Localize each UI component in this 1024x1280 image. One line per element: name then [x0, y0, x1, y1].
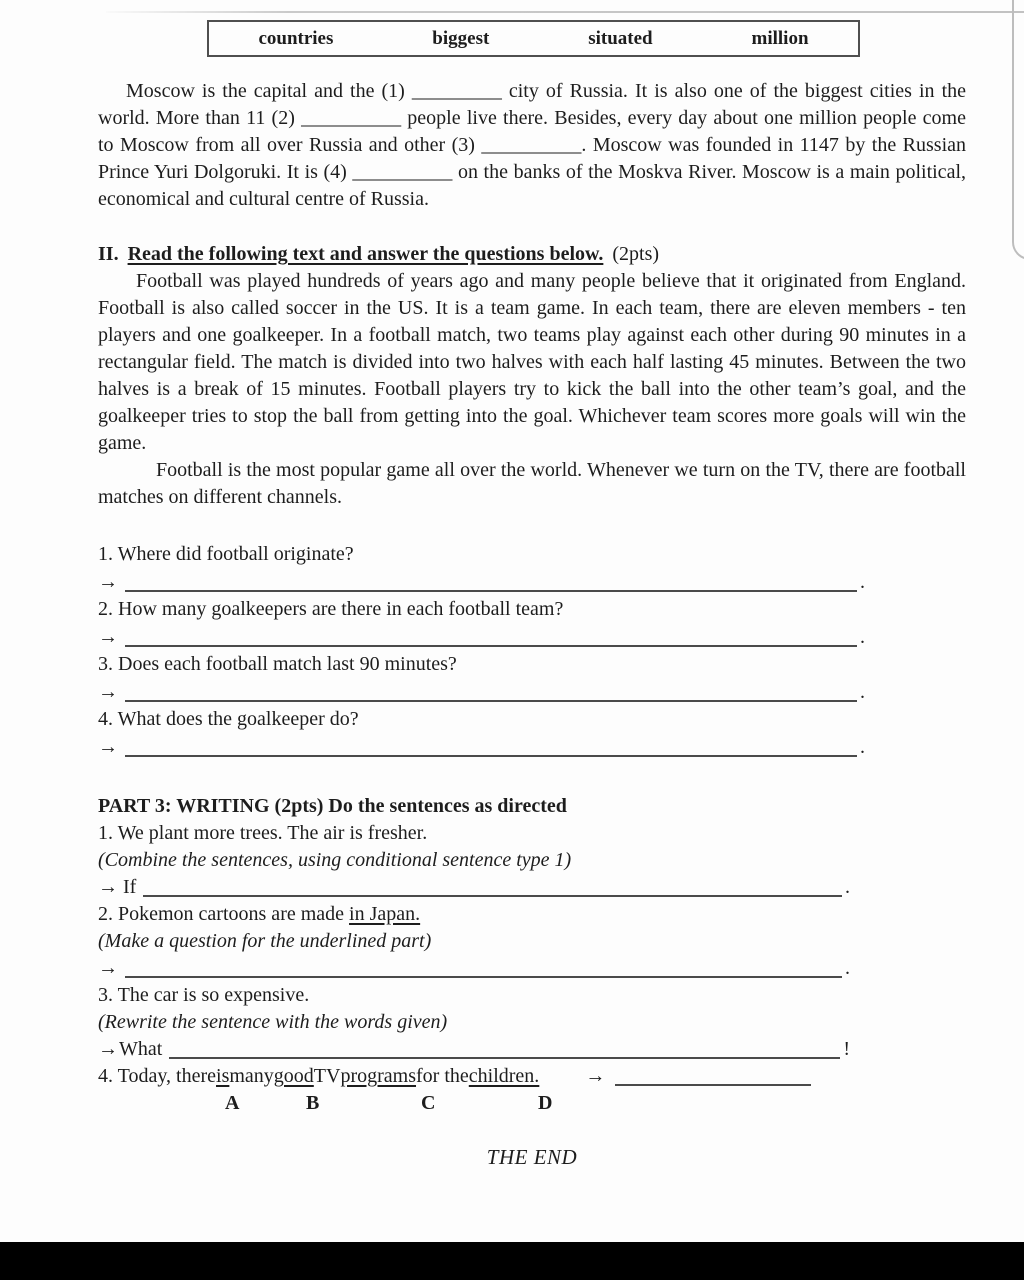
reading-question-1: 1. Where did football originate? [98, 543, 354, 565]
page-edge-overlay [1012, 0, 1024, 260]
writing-item-4-underlined-d: children. [468, 1065, 540, 1087]
answer-blank [615, 1082, 811, 1086]
writing-section [98, 793, 966, 1117]
bottom-black-bar [0, 1242, 1024, 1280]
answer-arrow-icon: → [98, 681, 118, 703]
word-bank-word: situated [588, 27, 653, 49]
reading-questions-block [98, 541, 966, 761]
answer-blank [169, 1055, 840, 1059]
reading-passage-paragraph-2: Football is the most popular game all over the world. Whenever we turn on the TV, there are football matches on different channels. [98, 459, 966, 508]
answer-line-2 [98, 623, 865, 651]
answer-line-1 [98, 568, 865, 596]
answer-arrow-icon: → [98, 571, 118, 593]
answer-suffix: ! [843, 1038, 850, 1060]
reading-question-4: 4. What does the goalkeeper do? [98, 708, 359, 730]
the-end-label: THE END [486, 1145, 578, 1169]
answer-blank [125, 588, 857, 592]
answer-arrow-icon: → [98, 876, 118, 898]
option-letter-b: B [306, 1092, 320, 1114]
reading-passage-paragraph-1: Football was played hundreds of years ago and many people believe that it originated from England. Football is also called soccer in the US. It is a team game. In each team, there are eleven members - ten players and one goalkeeper. In a football match, two teams play against each other during 90 minutes in a rectangular field. The match is divided into two halves with each half lasting 45 minutes. Between the two halves is a break of 15 minutes. Football players try to kick the ball into the other team’s goal, and the goalkeeper tries to stop the ball from getting into the goal. Whichever team scores more goals will win the game. [98, 270, 966, 454]
writing-item-3-instruction: (Rewrite the sentence with the words given) [98, 1011, 448, 1033]
document-content [98, 0, 966, 1170]
writing-item-2-sentence-start: 2. Pokemon cartoons are made [98, 903, 350, 925]
answer-arrow-icon: → [98, 736, 118, 758]
answer-blank [125, 753, 857, 757]
reading-heading-title: Read the following text and answer the questions below. [127, 243, 604, 265]
writing-item-4-text: TV [313, 1065, 341, 1087]
answer-arrow-icon: → [98, 957, 118, 979]
answer-prefix: What [119, 1038, 163, 1060]
writing-item-1-instruction: (Combine the sentences, using conditional sentence type 1) [98, 849, 572, 871]
option-letters-row [98, 1090, 966, 1117]
writing-item-2-underlined-part: in Japan. [349, 903, 421, 925]
answer-blank [125, 643, 857, 647]
answer-blank [125, 698, 857, 702]
reading-heading-points: (2pts) [612, 243, 660, 265]
answer-arrow-icon: → [98, 1038, 118, 1060]
writing-item-4-text: 4. Today, there [98, 1065, 217, 1087]
writing-item-4-underlined-c: programs [340, 1065, 417, 1087]
answer-line-4 [98, 733, 865, 761]
word-bank-word: biggest [432, 27, 490, 49]
answer-arrow-icon: → [585, 1065, 606, 1087]
answer-suffix: . [860, 571, 865, 593]
writing-item-2-instruction: (Make a question for the underlined part) [98, 930, 432, 952]
word-bank-word: million [751, 27, 809, 49]
answer-suffix: . [845, 957, 850, 979]
word-bank-table [207, 20, 860, 57]
writing-item-1-sentence: 1. We plant more trees. The air is fresher. [98, 822, 428, 844]
answer-suffix: . [860, 681, 865, 703]
answer-arrow-icon: → [98, 626, 118, 648]
gap-fill-paragraph: Moscow is the capital and the (1) _________ city of Russia. It is also one of the biggest cities in the world. More than 11 (2) __________ people live there. Besides, every day about one million people come to Moscow from all over Russia and other (3) __________. Moscow was founded in 1147 by the Russian Prince Yuri Dolgoruki. It is (4) __________ on the banks of the Moskva River. Moscow is a main political, economical and cultural centre of Russia. [98, 80, 966, 210]
writing-item-3-sentence: 3. The car is so expensive. [98, 984, 310, 1006]
word-bank-word: countries [258, 27, 334, 49]
answer-prefix: If [123, 876, 137, 898]
reading-heading-number: II. [98, 243, 119, 265]
reading-question-3: 3. Does each football match last 90 minutes? [98, 653, 457, 675]
writing-answer-line-3 [98, 1036, 850, 1063]
writing-answer-line-1 [98, 874, 850, 901]
writing-item-4-underlined-b: good [273, 1065, 314, 1087]
writing-item-4-text: many [229, 1065, 274, 1087]
writing-item-4-text: for the [416, 1065, 469, 1087]
answer-line-3 [98, 678, 865, 706]
writing-item-2-sentence [98, 901, 966, 928]
option-letter-d: D [538, 1092, 553, 1114]
writing-item-4-sentence [98, 1063, 966, 1090]
writing-item-4-underlined-a: is [216, 1065, 230, 1087]
answer-suffix: . [860, 736, 865, 758]
answer-suffix: . [845, 876, 850, 898]
answer-blank [125, 974, 842, 978]
writing-section-heading: PART 3: WRITING (2pts) Do the sentences as directed [98, 795, 567, 817]
reading-section-heading [98, 241, 966, 268]
option-letter-c: C [421, 1092, 436, 1114]
writing-answer-line-2 [98, 955, 850, 982]
answer-blank [143, 893, 842, 897]
answer-suffix: . [860, 626, 865, 648]
reading-question-2: 2. How many goalkeepers are there in each football team? [98, 598, 564, 620]
option-letter-a: A [225, 1092, 240, 1114]
